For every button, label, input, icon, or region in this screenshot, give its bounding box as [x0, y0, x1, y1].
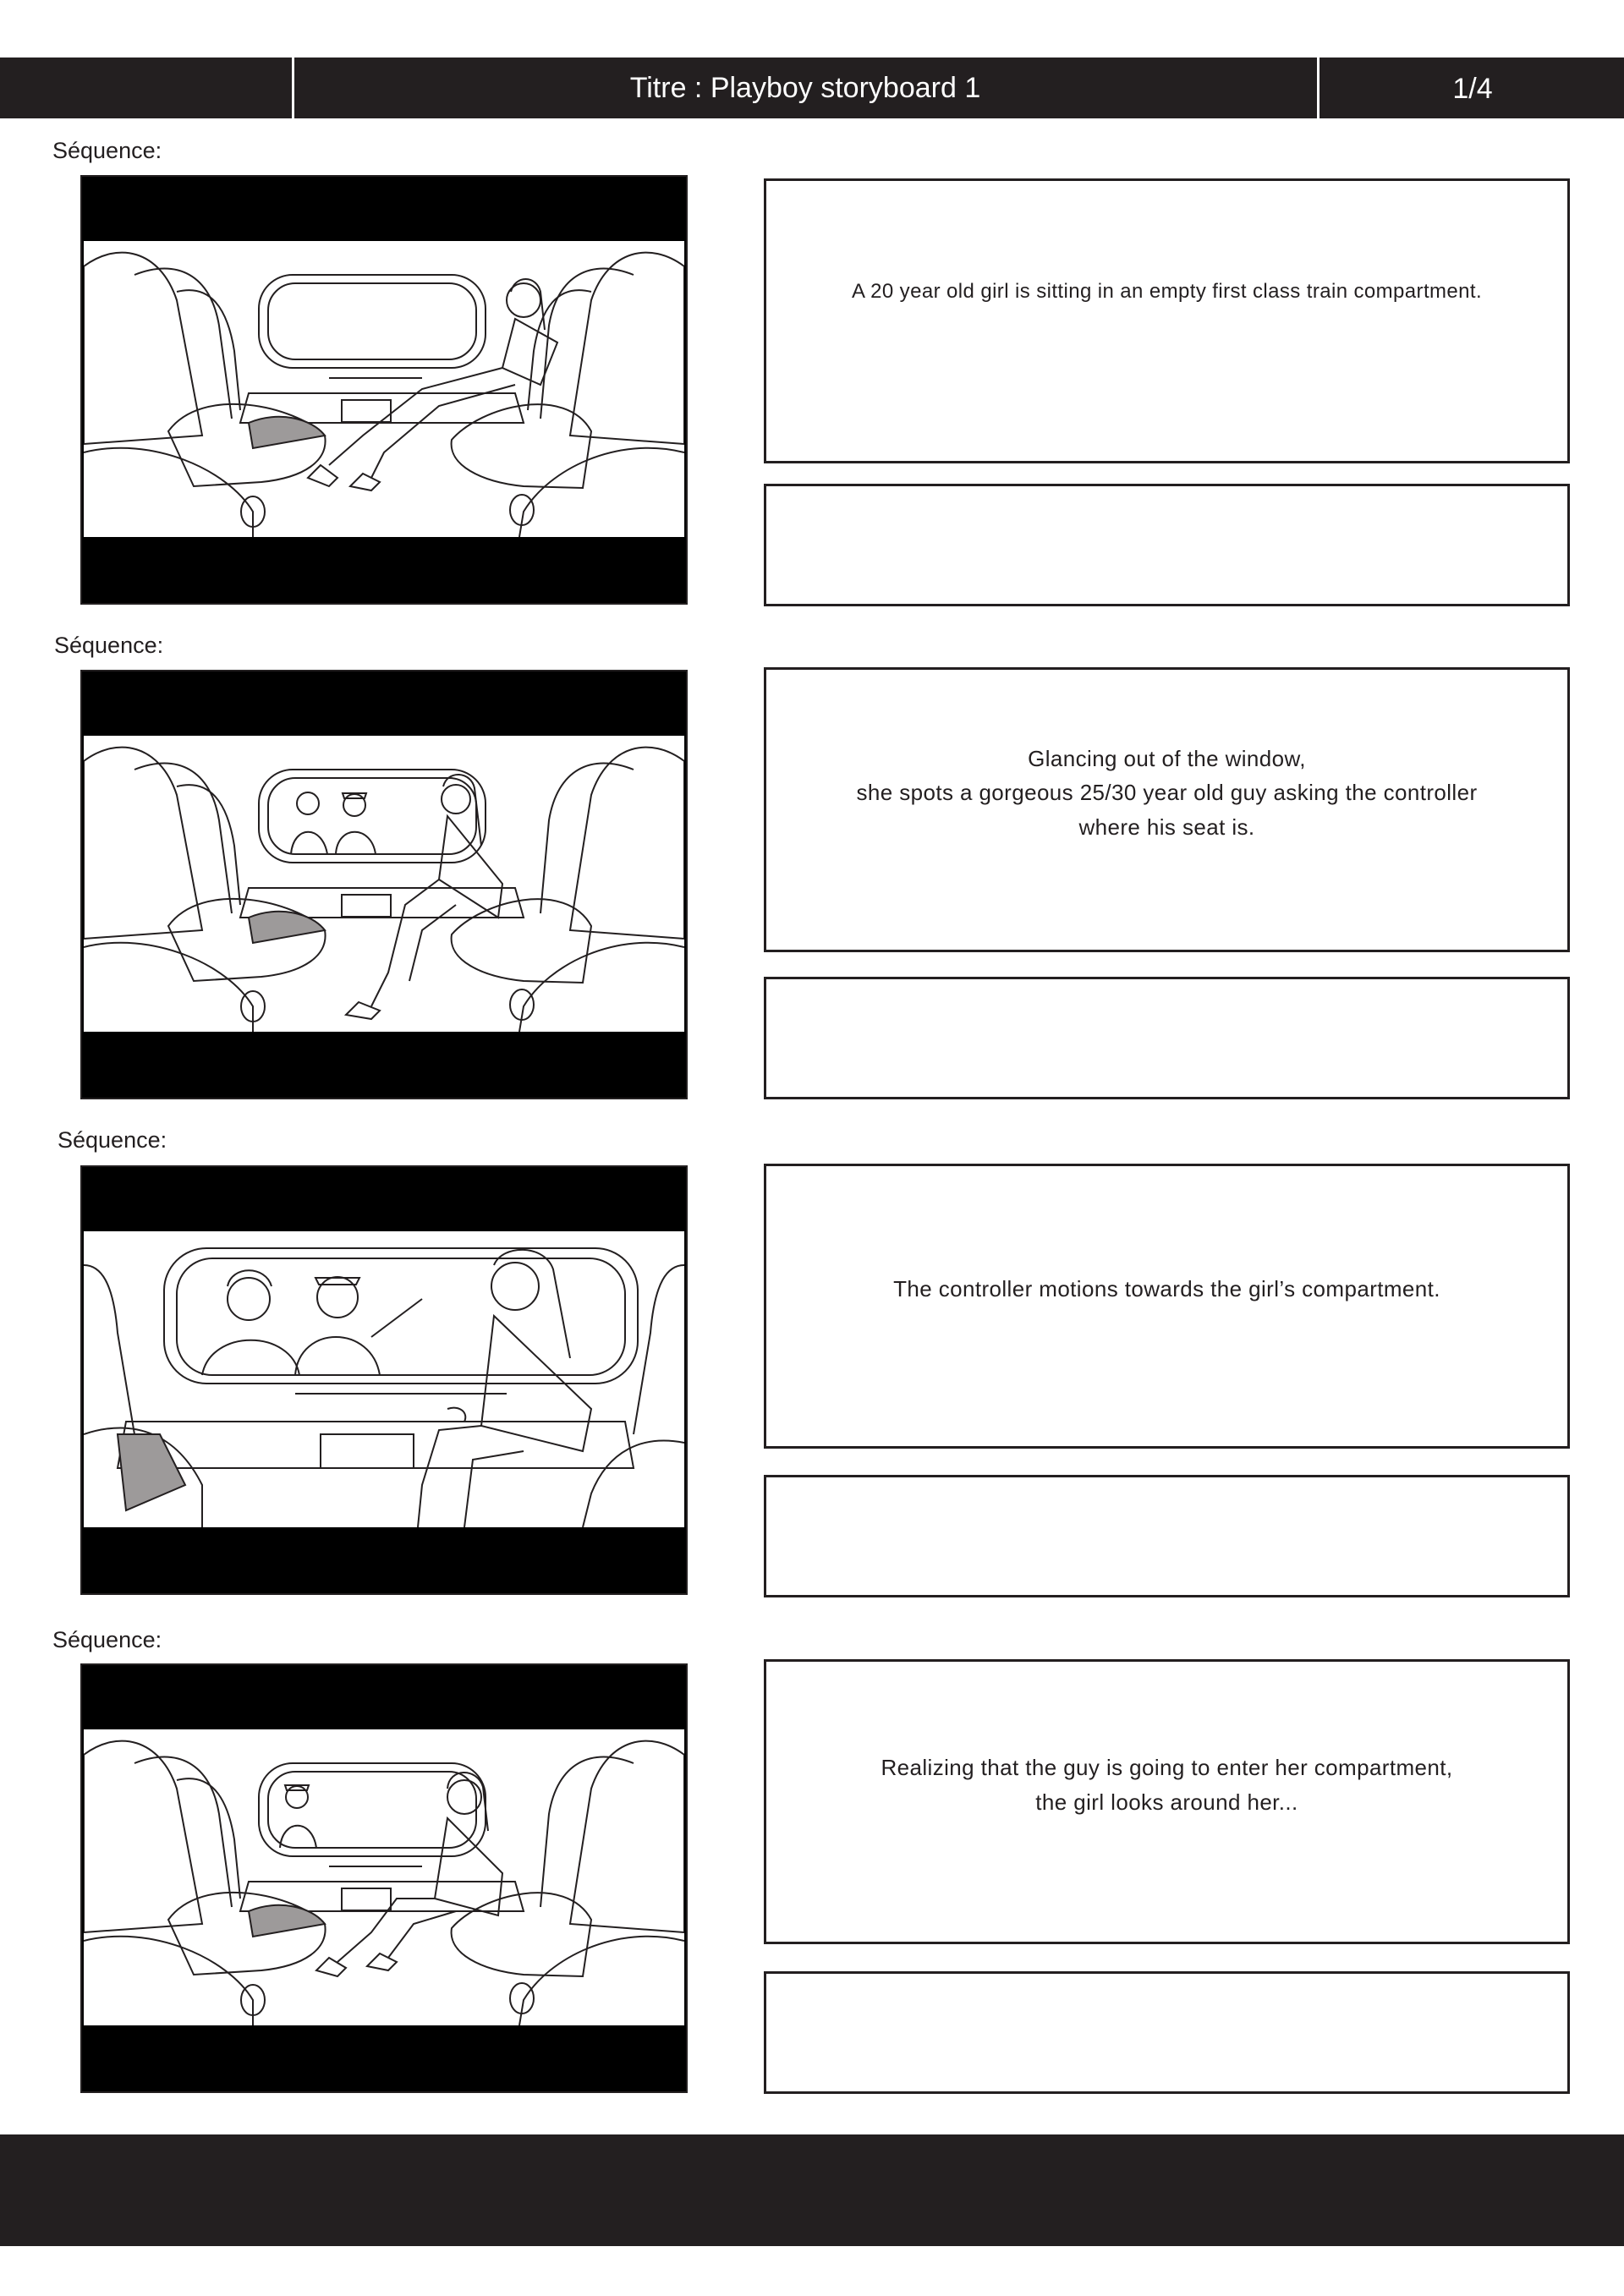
panel-description: Realizing that the guy is going to enter her compartment, the girl looks around her...	[881, 1755, 1453, 1815]
sequence-label: Séquence:	[52, 1627, 162, 1652]
storyboard-frame-4	[80, 1663, 688, 2093]
panel-notes-box	[764, 1475, 1570, 1597]
panel-description-box	[764, 1659, 1570, 1944]
sketch-image	[84, 241, 684, 537]
sequence-label: Séquence:	[58, 1127, 167, 1153]
panel-notes-box	[764, 1971, 1570, 2094]
storyboard-frame-3	[80, 1165, 688, 1595]
panel-notes-box	[764, 977, 1570, 1099]
panel-description-box	[764, 178, 1570, 463]
panel-description: Glancing out of the window, she spots a gorgeous 25/30 year old guy asking the controller where his seat is.	[856, 746, 1478, 840]
page-number: 1/4	[1452, 73, 1493, 105]
storyboard-frame-2	[80, 670, 688, 1099]
sketch-image	[84, 1231, 684, 1527]
sequence-label: Séquence:	[54, 633, 164, 658]
storyboard-frame-1	[80, 175, 688, 605]
panel-description: The controller motions towards the girl’s compartment.	[893, 1276, 1440, 1302]
panel-description: A 20 year old girl is sitting in an empty first class train compartment.	[851, 279, 1483, 303]
panel-description-box	[764, 667, 1570, 952]
header-divider	[1317, 58, 1320, 118]
sketch-image	[84, 1729, 684, 2025]
panel-notes-box	[764, 484, 1570, 606]
header-bar	[0, 58, 1624, 118]
sequence-label: Séquence:	[52, 138, 162, 163]
sketch-image	[84, 736, 684, 1032]
panel-description-box	[764, 1164, 1570, 1449]
page-title: Titre : Playboy storyboard 1	[629, 72, 981, 104]
footer-bar	[0, 2134, 1624, 2246]
